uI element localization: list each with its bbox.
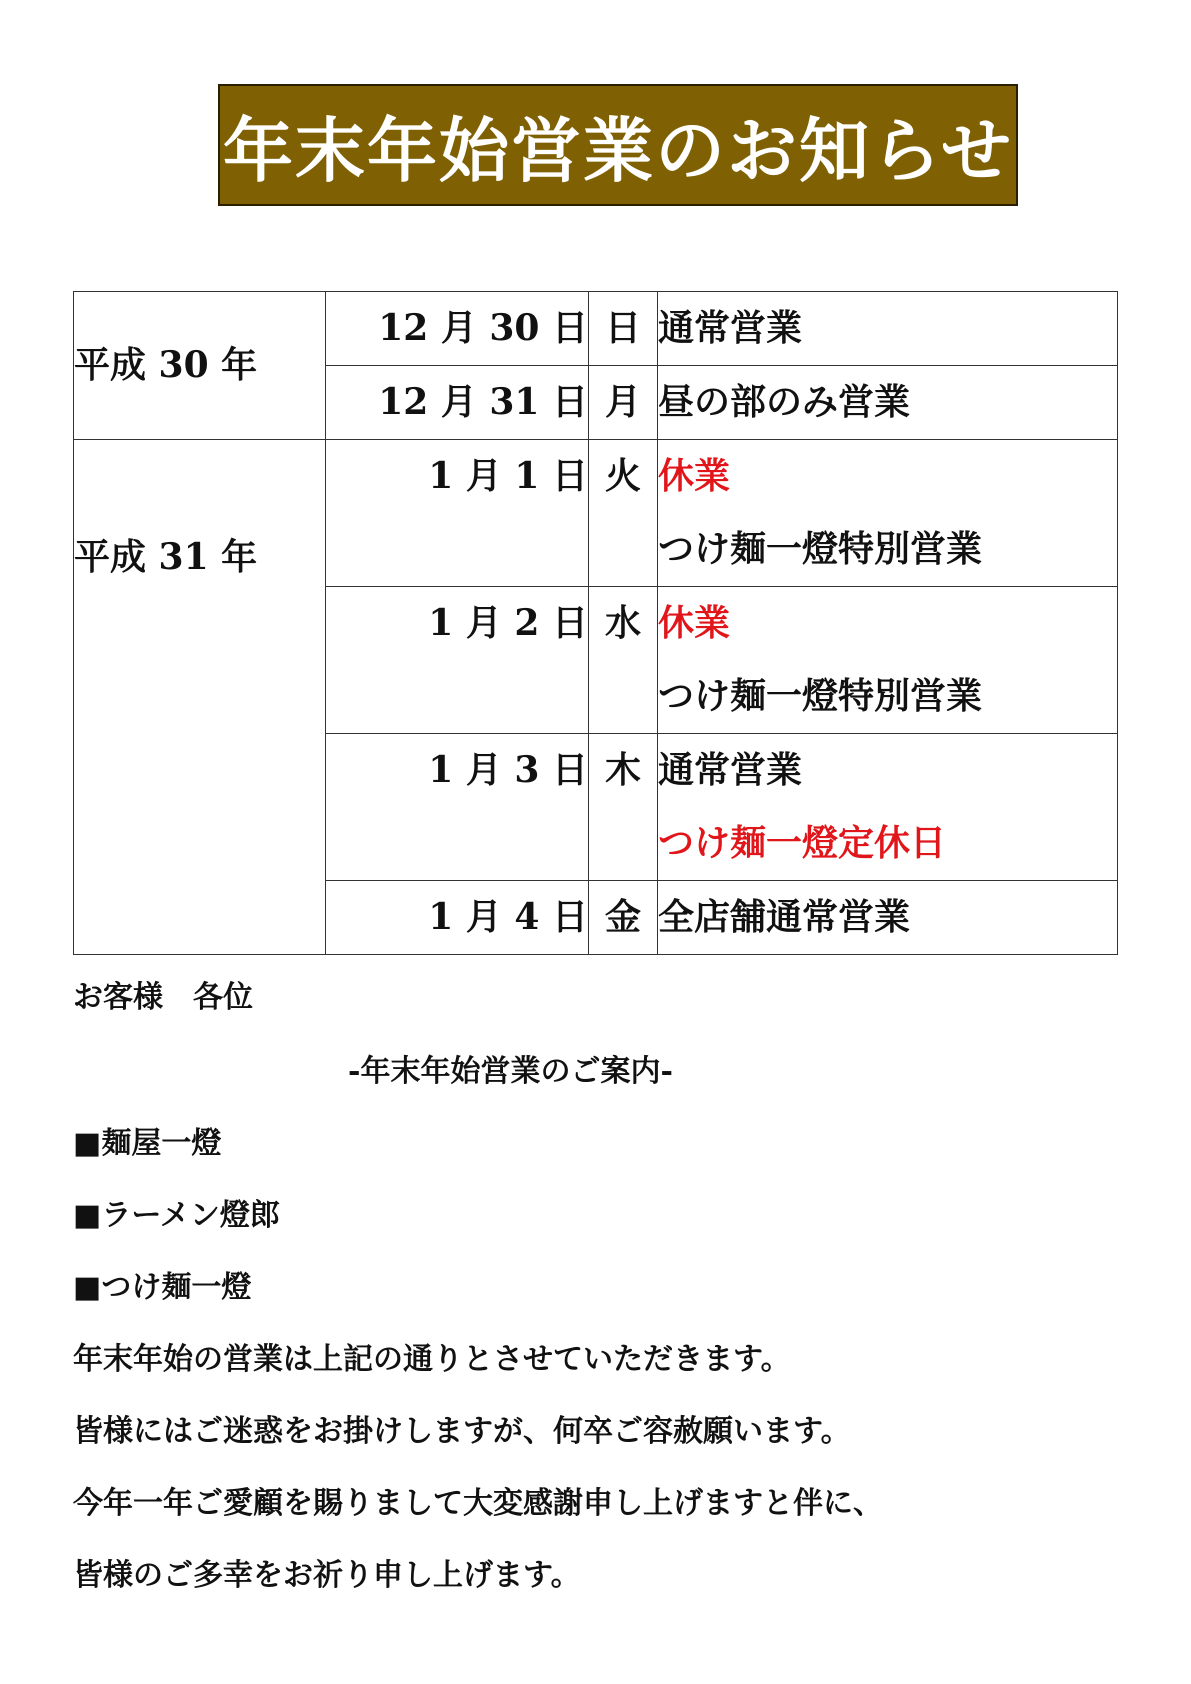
status-cell	[658, 440, 1118, 587]
era-cell: 平成 30 年	[74, 292, 326, 440]
status-text: 通常営業	[658, 307, 803, 349]
shop-name: ■ラーメン燈郎	[73, 1198, 280, 1233]
notice-subtitle: -年末年始営業のご案内-	[348, 1054, 673, 1089]
message-line: 年末年始の営業は上記の通りとさせていただきます。	[73, 1342, 791, 1377]
table-row	[74, 292, 1118, 366]
message-line: 皆様にはご迷惑をお掛けしますが、何卒ご容赦願います。	[73, 1414, 851, 1449]
weekday-cell: 火	[589, 440, 658, 587]
status-cell	[658, 881, 1118, 955]
status-text: つけ麺一燈特別営業	[658, 528, 983, 570]
weekday-cell: 水	[589, 587, 658, 734]
date-cell: 1 月 4 日	[326, 881, 589, 955]
date-cell: 1 月 1 日	[326, 440, 589, 587]
table-row	[74, 440, 1118, 587]
status-text: つけ麺一燈定休日	[658, 822, 947, 864]
date-cell: 1 月 3 日	[326, 734, 589, 881]
status-cell	[658, 366, 1118, 440]
status-text: 休業	[658, 602, 731, 644]
page-title: 年末年始営業のお知らせ	[223, 108, 1013, 192]
status-text: 昼の部のみ営業	[658, 381, 911, 423]
schedule-table	[73, 291, 1118, 955]
era-cell: 平成 31 年	[74, 440, 326, 955]
weekday-cell: 金	[589, 881, 658, 955]
date-cell: 12 月 30 日	[326, 292, 589, 366]
status-cell	[658, 587, 1118, 734]
status-cell	[658, 734, 1118, 881]
shop-name: ■つけ麺一燈	[73, 1270, 252, 1305]
date-cell: 12 月 31 日	[326, 366, 589, 440]
weekday-cell: 月	[589, 366, 658, 440]
status-text: 休業	[658, 455, 731, 497]
weekday-cell: 日	[589, 292, 658, 366]
status-cell	[658, 292, 1118, 366]
message-line: 皆様のご多幸をお祈り申し上げます。	[73, 1558, 581, 1593]
status-text: 通常営業	[658, 749, 803, 791]
salutation: お客様 各位	[73, 980, 253, 1015]
shop-name: ■麺屋一燈	[73, 1126, 222, 1161]
notice-title-banner	[218, 84, 1018, 206]
status-text: 全店舗通常営業	[658, 896, 911, 938]
message-line: 今年一年ご愛顧を賜りまして大変感謝申し上げますと伴に、	[73, 1486, 883, 1521]
date-cell: 1 月 2 日	[326, 587, 589, 734]
status-text: つけ麺一燈特別営業	[658, 675, 983, 717]
weekday-cell: 木	[589, 734, 658, 881]
